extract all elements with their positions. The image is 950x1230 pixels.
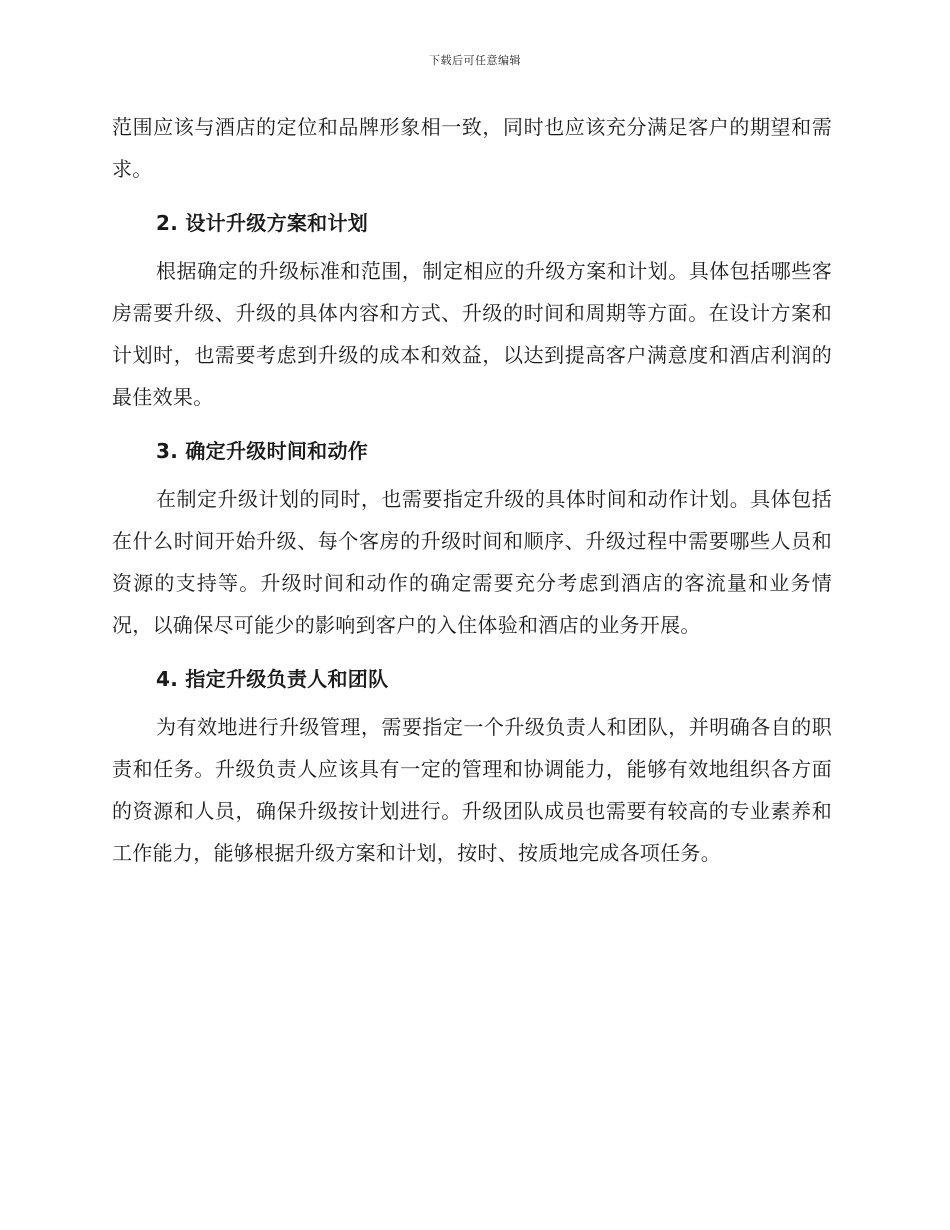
section-2 <box>112 202 832 418</box>
header-note: 下载后可任意编辑 <box>429 54 521 67</box>
document-body <box>112 106 832 886</box>
section-paragraph: 在制定升级计划的同时，也需要指定升级的具体时间和动作计划。具体包括在什么时间开始升级、每个客房的升级时间和顺序、升级过程中需要哪些人员和资源的支持等。升级时间和动作的确定需要充分考虑到酒店的客流量和业务情况，以确保尽可能少的影响到客户的入住体验和酒店的业务开展。 <box>112 487 832 637</box>
section-heading: 3. 确定升级时间和动作 <box>156 439 369 463</box>
section-heading: 2. 设计升级方案和计划 <box>156 211 369 235</box>
section-4 <box>112 658 832 874</box>
section-paragraph: 根据确定的升级标准和范围，制定相应的升级方案和计划。具体包括哪些客房需要升级、升级的具体内容和方式、升级的时间和周期等方面。在设计方案和计划时，也需要考虑到升级的成本和效益，以达到提高客户满意度和酒店利润的最佳效果。 <box>112 259 832 409</box>
section-3 <box>112 430 832 646</box>
section-heading: 4. 指定升级负责人和团队 <box>156 667 389 691</box>
section-paragraph: 为有效地进行升级管理，需要指定一个升级负责人和团队，并明确各自的职责和任务。升级负责人应该具有一定的管理和协调能力，能够有效地组织各方面的资源和人员，确保升级按计划进行。升级团队成员也需要有较高的专业素养和工作能力，能够根据升级方案和计划，按时、按质地完成各项任务。 <box>112 715 832 865</box>
intro-paragraph: 范围应该与酒店的定位和品牌形象相一致，同时也应该充分满足客户的期望和需求。 <box>112 115 832 181</box>
